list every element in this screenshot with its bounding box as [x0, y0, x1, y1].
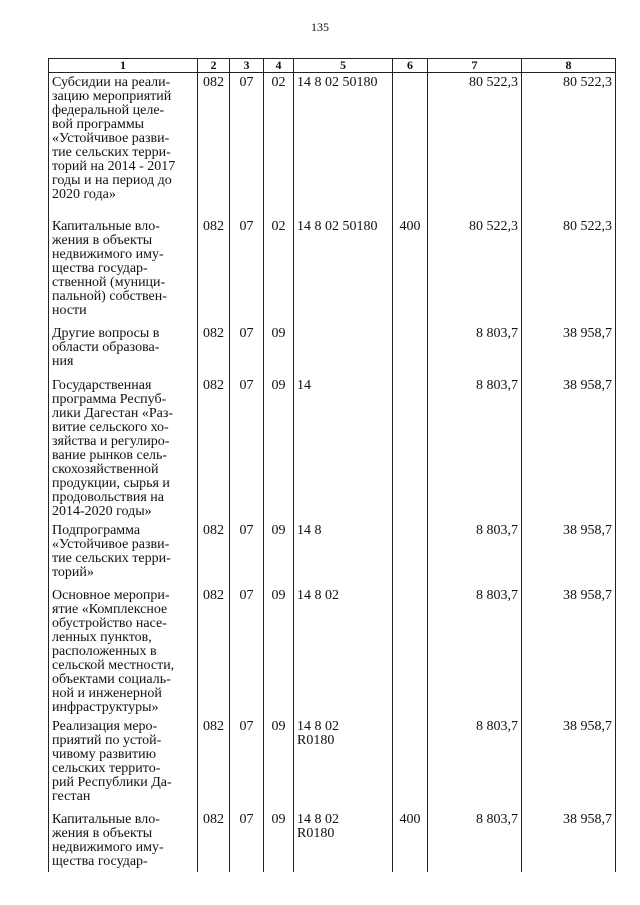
table-row [49, 810, 616, 872]
ministry-code: 082 [198, 717, 230, 810]
item-name: Подпрограмма «Устойчивое разви- тие сельских терри- торий» [49, 521, 198, 586]
target-article-code: 14 8 02 50180 [294, 73, 393, 217]
budget-table [48, 58, 616, 872]
ministry-code: 082 [198, 376, 230, 521]
amount-col8: 80 522,3 [522, 217, 616, 324]
amount-col7: 8 803,7 [428, 717, 522, 810]
expense-type-code [393, 586, 428, 717]
subsection-code: 09 [264, 521, 294, 586]
amount-col7: 80 522,3 [428, 217, 522, 324]
amount-col7: 8 803,7 [428, 376, 522, 521]
target-article-code [294, 324, 393, 376]
table-row [49, 586, 616, 717]
expense-type-code: 400 [393, 217, 428, 324]
section-code: 07 [230, 521, 264, 586]
subsection-code: 09 [264, 717, 294, 810]
ministry-code: 082 [198, 324, 230, 376]
section-code: 07 [230, 717, 264, 810]
amount-col8: 38 958,7 [522, 376, 616, 521]
subsection-code: 02 [264, 73, 294, 217]
table-row [49, 73, 616, 217]
ministry-code: 082 [198, 217, 230, 324]
section-code: 07 [230, 586, 264, 717]
item-name: Капитальные вло- жения в объекты недвижимого иму- щества государ- [49, 810, 198, 872]
ministry-code: 082 [198, 521, 230, 586]
table-row [49, 217, 616, 324]
column-header: 7 [428, 59, 522, 73]
item-name: Капитальные вло- жения в объекты недвижимого иму- щества государ- ственной (муници- пальной) собствен- ности [49, 217, 198, 324]
item-name: Основное меропри- ятие «Комплексное обустройство насе- ленных пунктов, расположенных в сельской местности, объектами социаль- ной и инженерной инфраструктуры» [49, 586, 198, 717]
target-article-code: 14 8 02 50180 [294, 217, 393, 324]
table-row [49, 324, 616, 376]
ministry-code: 082 [198, 73, 230, 217]
column-header: 8 [522, 59, 616, 73]
target-article-code: 14 [294, 376, 393, 521]
expense-type-code [393, 376, 428, 521]
table-row [49, 521, 616, 586]
column-header: 4 [264, 59, 294, 73]
subsection-code: 09 [264, 376, 294, 521]
amount-col7: 8 803,7 [428, 810, 522, 872]
item-name: Другие вопросы в области образова- ния [49, 324, 198, 376]
amount-col7: 80 522,3 [428, 73, 522, 217]
amount-col8: 38 958,7 [522, 521, 616, 586]
table-header-row [49, 59, 616, 73]
amount-col7: 8 803,7 [428, 324, 522, 376]
section-code: 07 [230, 73, 264, 217]
subsection-code: 09 [264, 810, 294, 872]
subsection-code: 09 [264, 586, 294, 717]
expense-type-code [393, 521, 428, 586]
expense-type-code [393, 324, 428, 376]
target-article-code: 14 8 02 R0180 [294, 810, 393, 872]
table-row [49, 376, 616, 521]
item-name: Государственная программа Респуб- лики Дагестан «Раз- витие сельского хо- зяйства и регулиро- вание рынков сель- скохозяйственной продукции, сырья и продовольствия на 2014-2020 годы» [49, 376, 198, 521]
column-header: 5 [294, 59, 393, 73]
target-article-code: 14 8 02 R0180 [294, 717, 393, 810]
column-header: 2 [198, 59, 230, 73]
expense-type-code: 400 [393, 810, 428, 872]
ministry-code: 082 [198, 586, 230, 717]
subsection-code: 09 [264, 324, 294, 376]
expense-type-code [393, 717, 428, 810]
section-code: 07 [230, 217, 264, 324]
section-code: 07 [230, 810, 264, 872]
target-article-code: 14 8 02 [294, 586, 393, 717]
expense-type-code [393, 73, 428, 217]
item-name: Субсидии на реали- зацию мероприятий федеральной целе- вой программы «Устойчивое разви- тие сельских терри- торий на 2014 - 2017 годы и на период до 2020 года» [49, 73, 198, 217]
column-header: 6 [393, 59, 428, 73]
column-header: 3 [230, 59, 264, 73]
amount-col7: 8 803,7 [428, 586, 522, 717]
amount-col8: 38 958,7 [522, 810, 616, 872]
target-article-code: 14 8 [294, 521, 393, 586]
amount-col7: 8 803,7 [428, 521, 522, 586]
amount-col8: 38 958,7 [522, 324, 616, 376]
column-header: 1 [49, 59, 198, 73]
section-code: 07 [230, 376, 264, 521]
amount-col8: 38 958,7 [522, 586, 616, 717]
ministry-code: 082 [198, 810, 230, 872]
amount-col8: 38 958,7 [522, 717, 616, 810]
page-number: 135 [311, 20, 329, 34]
subsection-code: 02 [264, 217, 294, 324]
table-row [49, 717, 616, 810]
amount-col8: 80 522,3 [522, 73, 616, 217]
section-code: 07 [230, 324, 264, 376]
item-name: Реализация меро- приятий по устой- чивому развитию сельских террито- рий Республики Да- гестан [49, 717, 198, 810]
